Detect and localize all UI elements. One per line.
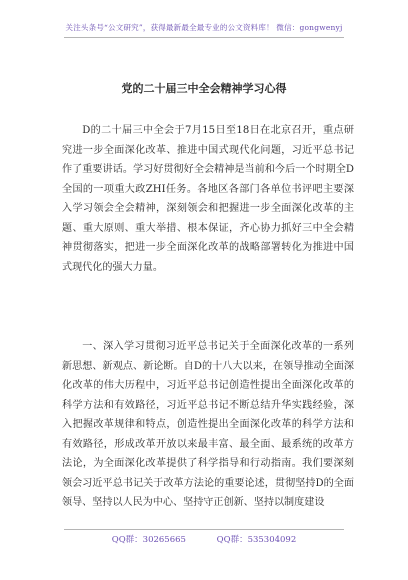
- header-note: 关注头条号“公文研究”，获得最新最全最专业的公文资料库！ 微信：gongwenyj: [65, 23, 343, 32]
- footer-qq-group-2: QQ群：535304092: [216, 535, 297, 545]
- footer-divider: [64, 529, 344, 530]
- footer: [0, 533, 408, 545]
- footer-qq-group-1: QQ群：30265665: [111, 535, 186, 545]
- header-divider: [64, 37, 344, 38]
- document-title: 党的二十届三中全会精神学习心得: [121, 82, 287, 95]
- body-paragraph-2: 一、深入学习贯彻习近平总书记关于全面深化改革的一系列新思想、新观点、新论断。自D的十八大以来，在领导推动全面深化改革的伟大历程中，习近平总书记创造性提出全面深化改革的科学方法和有效路径，习近平总书记不断总结升华实践经验，深入把握改革规律和特点，创造性提出全面深化改革的科学方法和有效路径，形成改革开放以来最丰富、最全面、最系统的改革方法论，为全面深化改革提供了科学指导和行动指南。我们要深刻领会习近平总书记关于改革方法论的重要论述，贯彻坚持D的全面领导、坚持以人民为中心、坚持守正创新、坚持以制度建设: [62, 341, 354, 508]
- body-paragraph-1: D的二十届三中全会于7月15日至18日在北京召开，重点研究进一步全面深化改革、推进中国式现代化问题，习近平总书记作了重要讲话。学习好贯彻好全会精神是当前和今后一个时期全D全国的一项重大政ZHI任务。各地区各部门各单位书评吧主要深入学习领会全会精神，深刻领会和把握进一步全面深化改革的主题、重大原则、重大举措、根本保证，齐心协力抓好三中全会精神贯彻落实，把进一步全面深化改革的战略部署转化为推进中国式现代化的强大力量。: [62, 125, 354, 273]
